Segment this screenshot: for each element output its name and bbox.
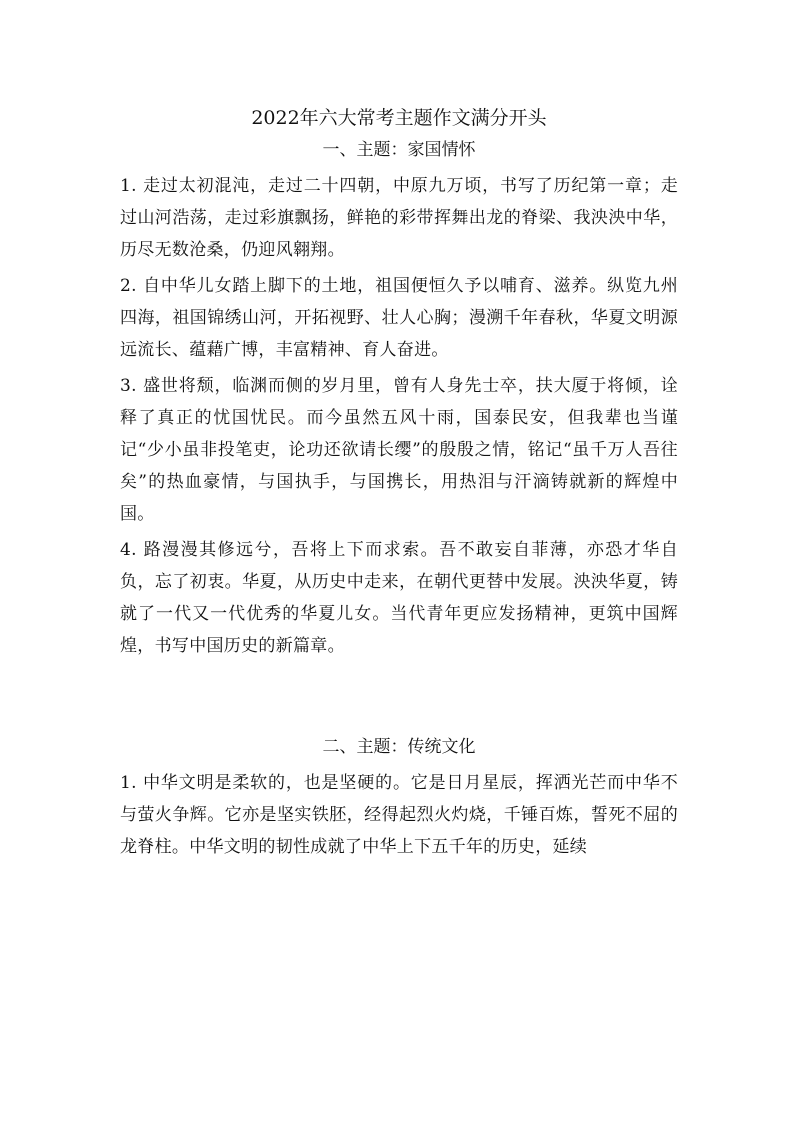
section-family-country xyxy=(120,135,678,662)
section-heading: 一、主题：家国情怀 xyxy=(322,140,476,160)
paragraph: 4. 路漫漫其修远兮，吾将上下而求索。吾不敢妄自菲薄，亦恐才华自负，忘了初衷。华夏，从历史中走来，在朝代更替中发展。泱泱华夏，铸就了一代又一代优秀的华夏儿女。当代青年更应发扬精神，更筑中国辉煌，书写中国历史的新篇章。 xyxy=(120,540,678,656)
section-heading: 二、主题：传统文化 xyxy=(322,737,476,757)
paragraph: 1. 中华文明是柔软的，也是坚硬的。它是日月星辰，挥洒光芒而中华不与萤火争辉。它亦是坚实铁胚，经得起烈火灼烧，千锤百炼，誓死不屈的龙脊柱。中华文明的韧性成就了中华上下五千年的历史，延续 xyxy=(120,773,678,857)
document-title: 2022年六大常考主题作文满分开头 xyxy=(251,107,547,129)
paragraph: 1. 走过太初混沌，走过二十四朝，中原九万顷，书写了历纪第一章；走过山河浩荡，走过彩旗飘扬，鲜艳的彩带挥舞出龙的脊梁、我泱泱中华，历尽无数沧桑，仍迎风翱翔。 xyxy=(120,176,678,260)
paragraph: 2. 自中华儿女踏上脚下的土地，祖国便恒久予以哺育、滋养。纵览九州四海，祖国锦绣山河，开拓视野、壮人心胸；漫溯千年春秋，华夏文明源远流长、蕴藉广博，丰富精神、育人奋进。 xyxy=(120,276,678,360)
paragraph: 3. 盛世将颓，临渊而侧的岁月里，曾有人身先士卒，扶大厦于将倾，诠释了真正的忧国忧民。而今虽然五风十雨，国泰民安，但我辈也当谨记“少小虽非投笔吏，论功还欲请长缨”的殷殷之情，铭记“虽千万人吾往矣”的热血豪情，与国执手，与国携长，用热泪与汗滴铸就新的辉煌中国。 xyxy=(120,376,678,524)
document-body xyxy=(120,103,678,867)
section-traditional-culture xyxy=(120,732,678,863)
